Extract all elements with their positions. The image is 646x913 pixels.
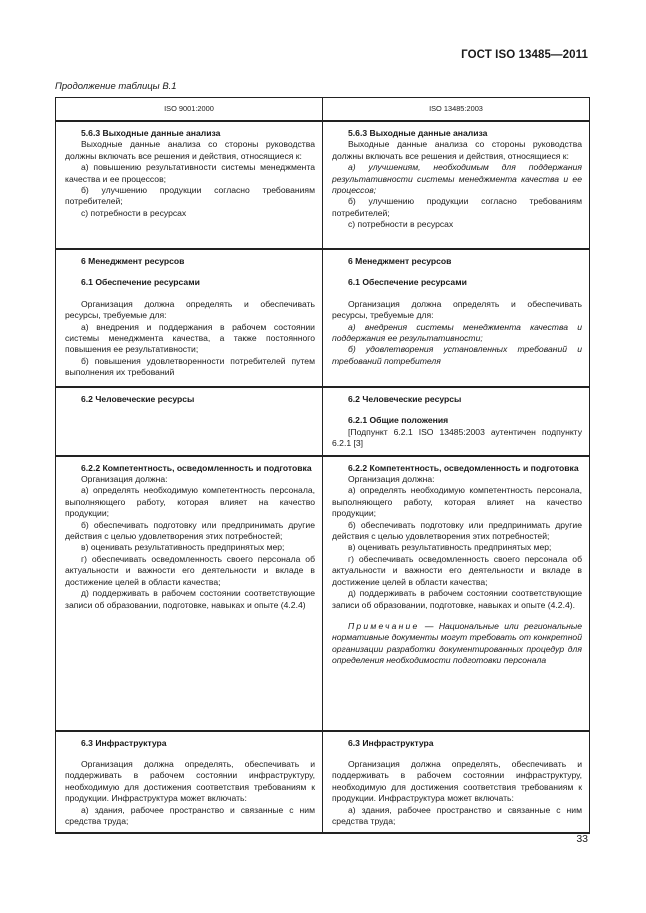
list-item: б) удовлетворения установленных требований и требований потребителя bbox=[332, 344, 582, 366]
list-item: а) здания, рабочее пространство и связанные с ним средства труда; bbox=[332, 804, 582, 827]
clause-title: 6.3 Инфраструктура bbox=[81, 737, 167, 748]
list-item: д) поддерживать в рабочем состоянии соответствующие записи об образовании, подготовке, навыках и опыте (4.2.4) bbox=[65, 588, 315, 610]
clause-text: Выходные данные анализа со стороны руководства должны включать все решения и действия, относящиеся к: bbox=[65, 139, 315, 161]
list-item: с) потребности в ресурсах bbox=[348, 219, 454, 230]
list-item: а) повышению результативности системы менеджмента качества и ее процессов; bbox=[65, 162, 315, 184]
list-item: д) поддерживать в рабочем состоянии соответствующие записи об образовании, подготовке, навыках и опыте (4.2.4). bbox=[332, 588, 582, 610]
clause-text: Выходные данные анализа со стороны руководства должны включать все решения и действия, относящиеся к: bbox=[332, 139, 582, 161]
table-row bbox=[56, 456, 590, 731]
list-item: г) обеспечивать осведомленность своего персонала об актуальности и важности его деятельности и вкладе в достижение целей в области качества; bbox=[332, 553, 582, 587]
clause-title: 6.2 Человеческие ресурсы bbox=[81, 394, 195, 404]
cell-iso13485 bbox=[323, 731, 590, 834]
standard-header: ГОСТ ISO 13485—2011 bbox=[461, 49, 588, 61]
comparison-table bbox=[55, 97, 590, 834]
table-row bbox=[56, 121, 590, 249]
table-caption: Продолжение таблицы В.1 bbox=[55, 81, 177, 92]
list-item: г) обеспечивать осведомленность своего персонала об актуальности и важности его деятельности и вкладе в достижение целей в области качества; bbox=[65, 553, 315, 587]
clause-text: Организация должна определять, обеспечивать и поддерживать в рабочем состоянии инфраструктуру, необходимую для достижения соответствия требованиям к продукции. Инфраструктура может включать: bbox=[65, 759, 315, 804]
table-row bbox=[56, 249, 590, 387]
cell-iso9001 bbox=[56, 121, 323, 249]
list-item: а) внедрения и поддержания в рабочем состоянии системы менеджмента качества, а также постоянного повышения ее результативности; bbox=[65, 321, 315, 355]
list-item: б) улучшению продукции согласно требованиям потребителей; bbox=[65, 185, 315, 207]
cell-iso9001 bbox=[56, 731, 323, 834]
list-item: а) определять необходимую компетентность персонала, выполняющего работу, которая влияет на качество продукции; bbox=[332, 485, 582, 519]
clause-title: 6.1 Обеспечение ресурсами bbox=[348, 277, 467, 288]
clause-text: Организация должна определять и обеспечивать ресурсы, требуемые для: bbox=[332, 298, 582, 321]
note bbox=[332, 621, 582, 667]
list-item: в) оценивать результативность предпринятых мер; bbox=[81, 542, 285, 553]
clause-text: Организация должна определять и обеспечивать ресурсы, требуемые для: bbox=[65, 298, 315, 321]
clause-text: [Подпункт 6.2.1 ISO 13485:2003 аутентичен подпункту 6.2.1 [3] bbox=[332, 426, 582, 449]
cell-iso9001 bbox=[56, 249, 323, 387]
list-item: в) оценивать результативность предпринятых мер; bbox=[348, 542, 552, 553]
cell-iso9001 bbox=[56, 387, 323, 456]
table-row bbox=[56, 387, 590, 456]
clause-text: Организация должна: bbox=[348, 474, 435, 485]
clause-title: 6.2.2 Компетентность, осведомленность и подготовка bbox=[348, 462, 579, 473]
list-item: а) улучшениям, необходимым для поддержания результативности системы менеджмента качества и ее процессов; bbox=[332, 162, 582, 196]
clause-title: 6.3 Инфраструктура bbox=[348, 737, 434, 748]
subclause-title: 6.2.1 Общие положения bbox=[348, 415, 449, 426]
list-item: б) улучшению продукции согласно требованиям потребителей; bbox=[332, 196, 582, 218]
cell-iso13485 bbox=[323, 121, 590, 249]
list-item: с) потребности в ресурсах bbox=[81, 207, 187, 218]
clause-title: 5.6.3 Выходные данные анализа bbox=[348, 128, 488, 138]
clause-title: 6.1 Обеспечение ресурсами bbox=[81, 277, 200, 288]
section-title: 6 Менеджмент ресурсов bbox=[81, 256, 185, 266]
clause-title: 5.6.3 Выходные данные анализа bbox=[81, 128, 221, 138]
table-row bbox=[56, 731, 590, 834]
cell-iso13485 bbox=[323, 387, 590, 456]
section-title: 6 Менеджмент ресурсов bbox=[348, 256, 452, 266]
list-item: б) обеспечивать подготовку или предпринимать другие действия с целью удовлетворения этих потребностей; bbox=[332, 519, 582, 542]
clause-title: 6.2.2 Компетентность, осведомленность и подготовка bbox=[81, 462, 312, 473]
note-label: Примечание bbox=[348, 620, 420, 631]
table-header-row bbox=[56, 98, 590, 122]
list-item: а) определять необходимую компетентность персонала, выполняющего работу, которая влияет на качество продукции; bbox=[65, 485, 315, 519]
column-header-iso13485: ISO 13485:2003 bbox=[323, 98, 590, 122]
clause-text: Организация должна: bbox=[81, 474, 168, 485]
list-item: а) здания, рабочее пространство и связанные с ним средства труда; bbox=[65, 804, 315, 827]
column-header-iso9001: ISO 9001:2000 bbox=[56, 98, 323, 122]
list-item: б) обеспечивать подготовку или предпринимать другие действия с целью удовлетворения этих потребностей; bbox=[65, 519, 315, 542]
page-number: 33 bbox=[576, 833, 588, 845]
clause-text: Организация должна определять, обеспечивать и поддерживать в рабочем состоянии инфраструктуру, необходимую для достижения соответствия требованиям к продукции. Инфраструктура может включать: bbox=[332, 759, 582, 804]
list-item: а) внедрения системы менеджмента качества и поддержания ее результативности; bbox=[332, 321, 582, 344]
list-item: б) повышения удовлетворенности потребителей путем выполнения их требований bbox=[65, 355, 315, 378]
cell-iso13485 bbox=[323, 456, 590, 731]
cell-iso9001 bbox=[56, 456, 323, 731]
cell-iso13485 bbox=[323, 249, 590, 387]
clause-title: 6.2 Человеческие ресурсы bbox=[348, 394, 462, 404]
note-text: — Национальные или региональные нормативные документы могут требовать от конкретной организации разработки документированных процедур для определения необходимости подготовки персонала bbox=[332, 620, 582, 666]
